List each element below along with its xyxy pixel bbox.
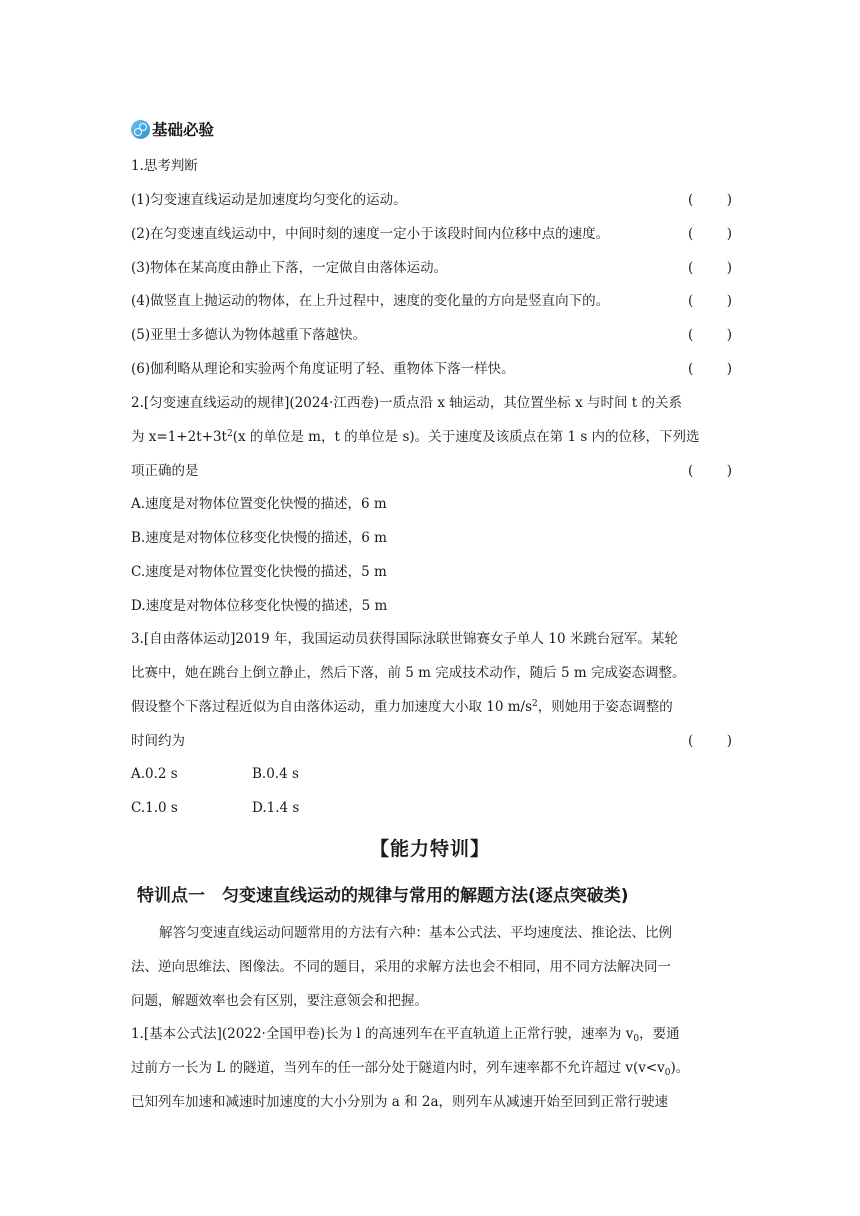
intro-paragraph-line-2: 法、逆向思维法、图像法。不同的题目，采用的求解方法也会不相同，用不同方法解决同一 (131, 959, 671, 975)
answer-blank-2[interactable]: ( ) (688, 226, 732, 242)
question-3-option-d: D.1.4 s (252, 800, 300, 816)
answer-blank-1[interactable]: ( ) (688, 192, 732, 208)
judgment-item-5: (5)亚里士多德认为物体越重下落越快。 (131, 327, 367, 343)
link-icon (131, 120, 150, 139)
question-2-stem-line-2: 为 $x=1+2t+3t^2(x$ 的单位是 m，t 的单位是 s)。关于速度及该质点在第 1 s 内的位移，下列选 (131, 429, 700, 445)
question-3-option-a: A.0.2 s (131, 766, 178, 782)
answer-blank-q2[interactable]: ( ) (688, 463, 732, 479)
answer-blank-3[interactable]: ( ) (688, 260, 732, 276)
section-title: 基础必验 (152, 121, 215, 139)
question-2-option-a: A.速度是对物体位置变化快慢的描述，6 m (131, 496, 387, 512)
judgment-item-2: (2)在匀变速直线运动中，中间时刻的速度一定小于该段时间内位移中点的速度。 (131, 226, 610, 242)
subsection-heading: 特训点一 匀变速直线运动的规律与常用的解题方法(逐点突破类) (137, 886, 629, 906)
question-1-title: 1.思考判断 (131, 158, 198, 174)
judgment-item-6: (6)伽利略从理论和实验两个角度证明了轻、重物体下落一样快。 (131, 361, 515, 377)
question-2-stem-line-3: 项正确的是 (131, 463, 199, 479)
problem-1-line-2: 过前方一长为 L 的隧道，当列车的任一部分处于隧道内时，列车速率都不允许超过 $v(v<v_0)$。 (131, 1060, 690, 1078)
intro-paragraph-line-3: 问题，解题效率也会有区别，要注意领会和把握。 (131, 993, 428, 1009)
question-2-option-b: B.速度是对物体位移变化快慢的描述，6 m (131, 530, 387, 546)
answer-blank-4[interactable]: ( ) (688, 293, 732, 309)
question-3-stem-line-4: 时间约为 (131, 733, 185, 749)
intro-paragraph-line-1: 解答匀变速直线运动问题常用的方法有六种：基本公式法、平均速度法、推论法、比例 (159, 925, 672, 941)
question-2-option-c: C.速度是对物体位置变化快慢的描述，5 m (131, 564, 387, 580)
problem-1-line-1: 1.[基本公式法](2022·全国甲卷)长为 l 的高速列车在平直轨道上正常行驶，速率为 $v_0$，要通 (131, 1026, 680, 1044)
question-2-option-d: D.速度是对物体位移变化快慢的描述，5 m (131, 598, 388, 614)
question-3-stem-line-2: 比赛中，她在跳台上倒立静止，然后下落，前 5 m 完成技术动作，随后 5 m 完成姿态调整。 (131, 665, 686, 681)
question-2-stem-line-1: 2.[匀变速直线运动的规律](2024·江西卷)一质点沿 x 轴运动，其位置坐标 x 与时间 t 的关系 (131, 395, 682, 411)
section-heading: 【能力特训】 (369, 838, 490, 860)
question-3-stem-line-3: 假设整个下落过程近似为自由落体运动，重力加速度大小取 10 $m/s^2$，则她用于姿态调整的 (131, 699, 673, 715)
question-3-stem-line-1: 3.[自由落体运动]2019 年，我国运动员获得国际泳联世锦赛女子单人 10 米跳台冠军。某轮 (131, 631, 678, 647)
judgment-item-1: (1)匀变速直线运动是加速度均匀变化的运动。 (131, 192, 407, 208)
section-header (131, 118, 214, 140)
judgment-item-3: (3)物体在某高度由静止下落，一定做自由落体运动。 (131, 260, 448, 276)
problem-1-line-3: 已知列车加速和减速时加速度的大小分别为 a 和 2a，则列车从减速开始至回到正常行驶速 (131, 1094, 669, 1110)
answer-blank-6[interactable]: ( ) (688, 361, 732, 377)
question-3-option-c: C.1.0 s (131, 800, 178, 816)
judgment-item-4: (4)做竖直上抛运动的物体，在上升过程中，速度的变化量的方向是竖直向下的。 (131, 293, 610, 309)
answer-blank-q3[interactable]: ( ) (688, 733, 732, 749)
question-3-option-b: B.0.4 s (252, 766, 299, 782)
answer-blank-5[interactable]: ( ) (688, 327, 732, 343)
